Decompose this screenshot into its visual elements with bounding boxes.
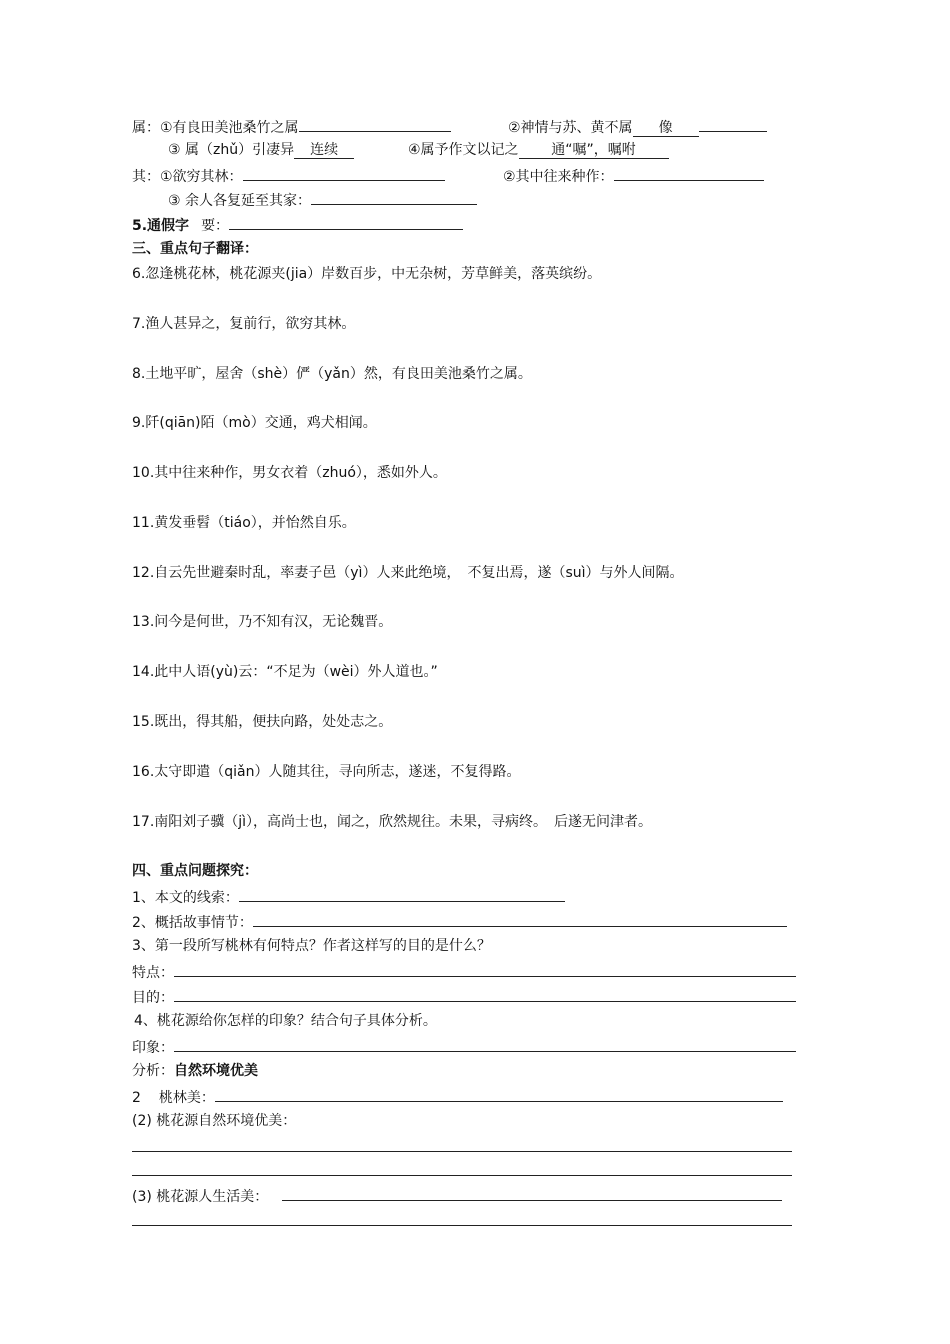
sentence-6: 6.忽逢桃花林，桃花源夹(jia）岸数百步，中无杂树，芳草鲜美，落英缤纷。 [132, 266, 602, 282]
shu-row-1b [508, 117, 767, 137]
shu-answer-3: 连续 [294, 142, 354, 159]
question-2 [132, 912, 787, 932]
sentence-15: 15.既出，得其船，便扶向路，处处志之。 [132, 714, 393, 730]
qi-item-1: ①欲穷其林： [160, 169, 243, 185]
answer-blank[interactable] [229, 215, 463, 230]
analysis-row [132, 1062, 258, 1080]
shu-label: 属： [132, 120, 160, 136]
answer-blank[interactable] [253, 912, 787, 927]
question-1 [132, 887, 565, 907]
answer-line[interactable] [132, 1175, 792, 1176]
shu-item-1: ①有良田美池桑竹之属 [160, 120, 299, 136]
shu-answer-2: 像 [633, 120, 699, 137]
shu-item-3: ③ 属（zhǔ）引凄异 [168, 142, 295, 158]
question-4: 4、桃花源给你怎样的印象？结合句子具体分析。 [134, 1013, 437, 1029]
sentence-8: 8.土地平旷，屋舍（shè）俨（yǎn）然，有良田美池桑竹之属。 [132, 366, 532, 382]
item-1-number: 2 [132, 1090, 141, 1106]
analysis-heading: 自然环境优美 [174, 1063, 258, 1079]
feature-label: 特点： [132, 965, 174, 981]
analysis-item-2: (2) 桃花源自然环境优美： [132, 1113, 297, 1129]
answer-blank[interactable] [282, 1186, 782, 1201]
qi-row-1b [503, 166, 764, 186]
qi-label: 其： [132, 169, 160, 185]
answer-blank[interactable] [699, 117, 767, 132]
shu-item-2: ②神情与苏、黄不属 [508, 120, 633, 136]
answer-blank[interactable] [614, 166, 764, 181]
analysis-item-3 [132, 1186, 782, 1206]
sentence-10: 10.其中往来种作，男女衣着（zhuó），悉如外人。 [132, 465, 447, 481]
shu-answer-4: 通“嘱”，嘱咐 [519, 142, 669, 159]
section-3-heading: 三、重点句子翻译： [132, 241, 258, 257]
qi-item-2: ②其中往来种作： [503, 169, 614, 185]
answer-line[interactable] [132, 1151, 792, 1152]
qi-item-3: ③ 余人各复延至其家： [168, 193, 312, 209]
tongjia-label: 5.通假字 [132, 218, 190, 234]
answer-blank[interactable] [311, 190, 477, 205]
shu-row-2 [168, 141, 354, 159]
sentence-17: 17.南阳刘子骥（jì），高尚士也，闻之，欣然规往。未果，寻病终。 后遂无问津者。 [132, 814, 653, 830]
analysis-label: 分析： [132, 1063, 174, 1079]
tongjia-row [132, 215, 463, 235]
answer-blank[interactable] [239, 887, 565, 902]
answer-line[interactable] [132, 1225, 792, 1226]
purpose-label: 目的： [132, 990, 174, 1006]
qi-row-1 [132, 166, 445, 186]
sentence-12: 12.自云先世避秦时乱，率妻子邑（yì）人来此绝境， 不复出焉，遂（suì）与外人间隔。 [132, 565, 684, 581]
question-1-label: 1、本文的线索： [132, 890, 239, 906]
shu-row-2b [408, 141, 669, 159]
item-1-label: 桃林美： [158, 1090, 215, 1106]
sentence-9: 9.阡(qiān)陌（mò）交通，鸡犬相闻。 [132, 415, 377, 431]
shu-item-4: ④属予作文以记之 [408, 142, 519, 158]
answer-blank[interactable] [243, 166, 445, 181]
question-3: 3、第一段所写桃林有何特点？作者这样写的目的是什么？ [132, 938, 491, 954]
question-2-label: 2、概括故事情节： [132, 915, 253, 931]
sentence-11: 11.黄发垂髫（tiáo），并怡然自乐。 [132, 515, 356, 531]
impression-label: 印象： [132, 1040, 174, 1056]
analysis-item-1 [132, 1087, 783, 1107]
answer-blank[interactable] [299, 117, 451, 132]
sentence-13: 13.问今是何世，乃不知有汉，无论魏晋。 [132, 614, 393, 630]
answer-blank[interactable] [174, 962, 796, 977]
question-4-impression [132, 1037, 796, 1057]
answer-blank[interactable] [174, 987, 796, 1002]
sentence-14: 14.此中人语(yù)云：“不足为（wèi）外人道也。” [132, 664, 438, 680]
tongjia-word: 要： [201, 218, 230, 234]
sentence-16: 16.太守即遣（qiǎn）人随其往，寻向所志，遂迷，不复得路。 [132, 764, 521, 780]
question-3-feature [132, 962, 796, 982]
answer-blank[interactable] [174, 1037, 796, 1052]
shu-row-1 [132, 117, 451, 137]
question-3-purpose [132, 987, 796, 1007]
section-4-heading: 四、重点问题探究： [132, 863, 258, 879]
qi-row-2 [168, 190, 477, 210]
sentence-7: 7.渔人甚异之，复前行，欲穷其林。 [132, 316, 356, 332]
answer-blank[interactable] [215, 1087, 783, 1102]
item-3-label: (3) 桃花源人生活美： [132, 1189, 269, 1205]
